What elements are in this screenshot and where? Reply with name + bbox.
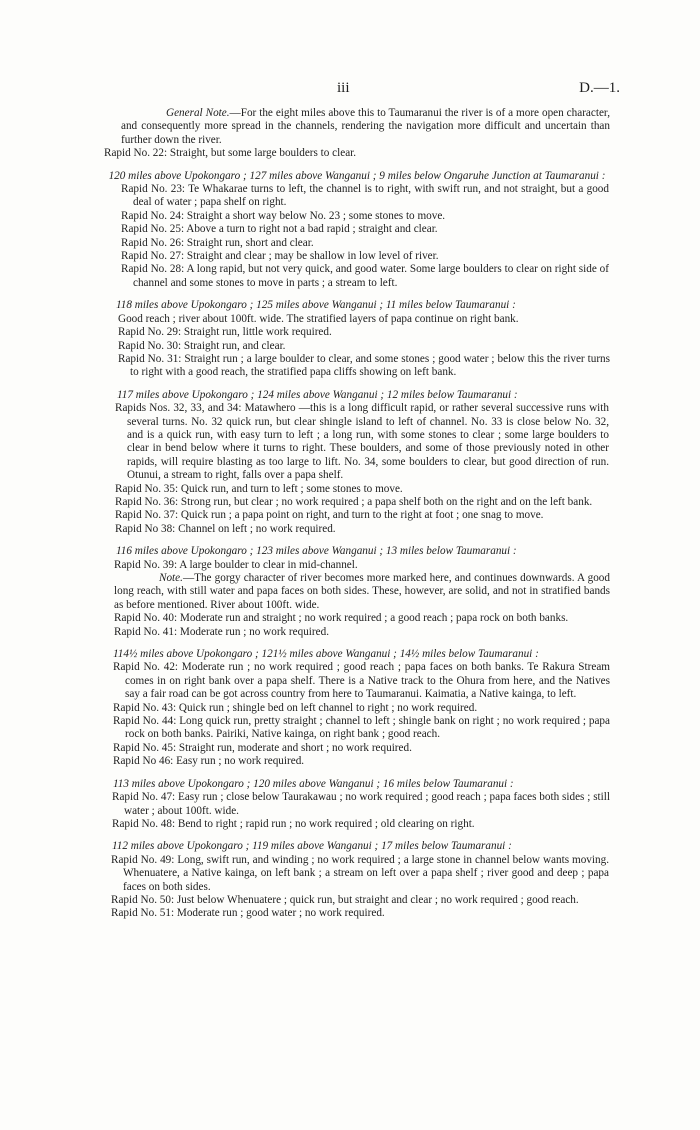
general-note-text: —For the eight miles above this to Taumaranui the river is of a more open character, and consequently more spread in the channels, rendering the navigation more difficult and uncertain than further down the river. (121, 107, 610, 146)
section-117-miles (0, 389, 700, 536)
rapid-48: Rapid No. 48: Bend to right ; rapid run ; no work required ; old clearing on right. (112, 817, 475, 830)
document-body (0, 107, 700, 930)
section-114-half-miles (0, 648, 700, 769)
rapid-29: Rapid No. 29: Straight run, little work required. (118, 326, 332, 339)
rapid-22: Rapid No. 22: Straight, but some large boulders to clear. (104, 147, 357, 160)
note-text: —The gorgy character of river becomes more marked here, and continues downwards. A good long reach, with still water and papa faces on both sides. These, however, are solid, and not in stratified bands as before mentioned. River about 100ft. wide. (114, 572, 610, 611)
rapid-50: Rapid No. 50: Just below Whenuatere ; quick run, but straight and clear ; no work required ; good reach. (111, 893, 579, 906)
rapid-40: Rapid No. 40: Moderate run and straight ; no work required ; a good reach ; papa rock on both banks. (114, 612, 569, 625)
page-number: iii (337, 80, 350, 96)
section-heading: 112 miles above Upokongaro ; 119 miles above Wanganui ; 17 miles below Taumaranui : (112, 840, 512, 853)
intro-section (0, 107, 700, 161)
rapid-38: Rapid No 38: Channel on left ; no work required. (115, 522, 336, 535)
document-code: D.—1. (579, 80, 620, 96)
rapid-45: Rapid No. 45: Straight run, moderate and short ; no work required. (113, 741, 412, 754)
rapid-35: Rapid No. 35: Quick run, and turn to left ; some stones to move. (115, 482, 403, 495)
rapid-28: Rapid No. 28: A long rapid, but not very quick, and good water. Some large boulders to clear on right side of channel and some stones to move in parts ; a stream to left. (121, 263, 609, 289)
rapid-42: Rapid No. 42: Moderate run ; no work required ; good reach ; papa faces on both banks. Te Rakura Stream comes in on right bank over a papa shelf. There is a Native track to the Ohura from here, and the Natives say a fair road can be got across country from here to Taumaranui. Kaimatia, a Native kainga, to left. (113, 661, 610, 701)
page-header (0, 80, 700, 102)
rapid-27: Rapid No. 27: Straight and clear ; may be shallow in low level of river. (121, 250, 439, 263)
rapid-30: Rapid No. 30: Straight run, and clear. (118, 339, 286, 352)
section-heading: 116 miles above Upokongaro ; 123 miles above Wanganui ; 13 miles below Taumaranui : (116, 545, 517, 558)
rapids-32-34: Rapids Nos. 32, 33, and 34: Matawhero —this is a long difficult rapid, or rather several successive runs with several turns. No. 32 quick run, but clear shingle island to left of channel. No. 33 is close below No. 32, and is a quick run, with easy turn to left ; a long run, with some stones to clear ; some large boulders to clear in bend below where it turns to right. These boulders, and some of those previously noted in other rapids, will require blasting as too large to lift. No. 34, some boulders to clear, but good direction of run. Otunui, a stream to right, falls over a papa shelf. (115, 402, 609, 482)
rapid-26: Rapid No. 26: Straight run, short and clear. (121, 236, 314, 249)
rapid-51: Rapid No. 51: Moderate run ; good water ; no work required. (111, 907, 385, 920)
rapid-41: Rapid No. 41: Moderate run ; no work required. (114, 625, 329, 638)
good-reach-note: Good reach ; river about 100ft. wide. The stratified layers of papa continue on right bank. (118, 312, 519, 325)
rapid-36: Rapid No. 36: Strong run, but clear ; no work required ; a papa shelf both on the right and on the left bank. (115, 495, 593, 508)
section-heading: 114½ miles above Upokongaro ; 121½ miles above Wanganui ; 14½ miles below Taumaranui : (113, 648, 539, 661)
rapid-39: Rapid No. 39: A large boulder to clear in mid-channel. (114, 558, 358, 571)
section-118-miles (0, 299, 700, 379)
rapid-43: Rapid No. 43: Quick run ; shingle bed on left channel to right ; no work required. (113, 701, 478, 714)
rapid-44: Rapid No. 44: Long quick run, pretty straight ; channel to left ; shingle bank on right ; no work required ; papa rock on both banks. Pairiki, Native kainga, on right bank ; good reach. (113, 715, 610, 741)
rapid-46: Rapid No 46: Easy run ; no work required. (113, 755, 305, 768)
section-heading: 113 miles above Upokongaro ; 120 miles above Wanganui ; 16 miles below Taumaranui : (113, 777, 514, 790)
note-label: Note. (159, 572, 183, 584)
rapid-25: Rapid No. 25: Above a turn to right not a bad rapid ; straight and clear. (121, 223, 438, 236)
gorgy-note (114, 572, 610, 612)
section-116-miles (0, 545, 700, 639)
section-113-miles (0, 778, 700, 832)
rapid-24: Rapid No. 24: Straight a short way below No. 23 ; some stones to move. (121, 209, 446, 222)
section-120-miles (0, 170, 700, 291)
general-note-label: General Note. (166, 107, 230, 119)
rapid-23: Rapid No. 23: Te Whakarae turns to left, the channel is to right, with swift run, and not straight, but a good deal of water ; papa shelf on right. (121, 183, 609, 209)
rapid-49: Rapid No. 49: Long, swift run, and winding ; no work required ; a large stone in channel below wants moving. Whenuatere, a Native kainga, on left bank ; a stream on left over a papa shelf ; river good and deep ; papa faces on both sides. (111, 853, 609, 893)
rapid-47: Rapid No. 47: Easy run ; close below Taurakawau ; no work required ; good reach ; papa faces both sides ; still water ; about 100ft. wide. (112, 791, 610, 817)
general-note (121, 107, 610, 147)
rapid-37: Rapid No. 37: Quick run ; a papa point on right, and turn to the right at foot ; one snag to move. (115, 509, 544, 522)
section-heading: 120 miles above Upokongaro ; 127 miles above Wanganui ; 9 miles below Ongaruhe Junction at Taumaranui : (108, 169, 606, 182)
section-112-miles (0, 840, 700, 920)
rapid-31: Rapid No. 31: Straight run ; a large boulder to clear, and some stones ; good water ; below this the river turns to right with a good reach, the stratified papa cliffs showing on left bank. (118, 352, 610, 379)
section-heading: 117 miles above Upokongaro ; 124 miles above Wanganui ; 12 miles below Taumaranui : (117, 388, 518, 401)
section-heading: 118 miles above Upokongaro ; 125 miles above Wanganui ; 11 miles below Taumaranui : (116, 299, 516, 312)
